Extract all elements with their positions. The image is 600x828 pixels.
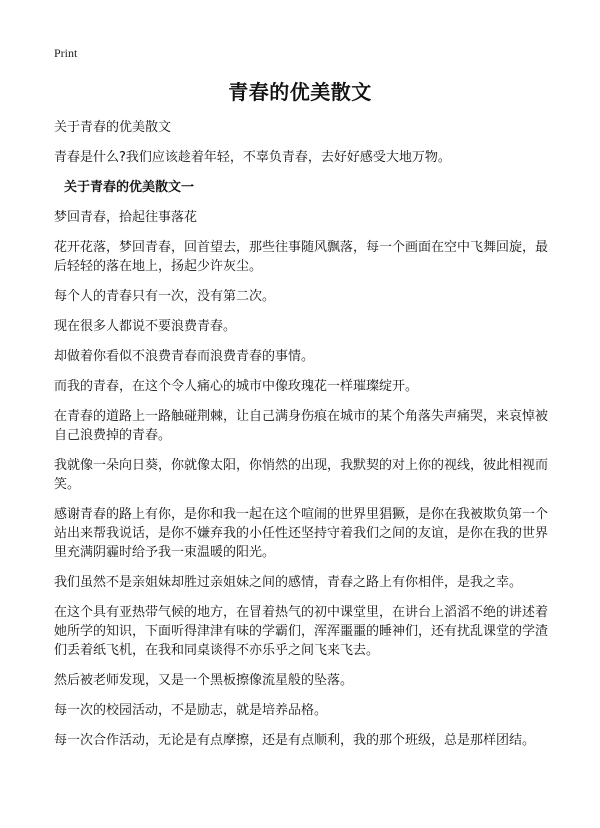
article-paragraph: 青春是什么?我们应该趁着年轻，不辜负青春，去好好感受大地万物。 [54, 150, 451, 165]
article-paragraph: 感谢青春的路上有你，是你和我一起在这个喧闹的世界里猖獗，是你在我被欺负第一个站出来帮我说话，是你不嫌弃我的小任性还坚持守着我们之间的友谊，是你在我的世界里充满阴霾时给予我一束温暖的阳光。 [54, 507, 549, 560]
print-link[interactable]: Print [54, 46, 78, 60]
article-paragraph: 而我的青春，在这个令人痛心的城市中像玫瑰花一样璀璨绽开。 [54, 379, 419, 394]
article-paragraph: 在青春的道路上一路触碰荆棘，让自己满身伤痕在城市的某个角落失声痛哭，来哀悼被自己浪费掉的青春。 [54, 409, 549, 443]
article-paragraph: 每一次合作活动，无论是有点摩擦，还是有点顺利，我的那个班级，总是那样团结。 [54, 733, 536, 748]
article-paragraph: 花开花落，梦回青春，回首望去，那些往事随风飘落，每一个画面在空中飞舞回旋，最后轻轻的落在地上，扬起少许灰尘。 [54, 240, 549, 274]
section-heading: 关于青春的优美散文一 [64, 180, 195, 195]
article-paragraph: 每个人的青春只有一次，没有第二次。 [54, 289, 276, 304]
article-paragraph: 然后被老师发现，又是一个黑板擦像流星般的坠落。 [54, 673, 354, 688]
article-paragraph: 每一次的校园活动，不是励志，就是培养品格。 [54, 703, 328, 718]
article-paragraph: 我就像一朵向日葵，你就像太阳，你悄然的出现，我默契的对上你的视线，彼此相视而笑。 [54, 458, 549, 492]
article-paragraph: 关于青春的优美散文 [54, 120, 172, 135]
article-paragraph: 现在很多人都说不要浪费青春。 [54, 319, 237, 334]
article-paragraph: 我们虽然不是亲姐妹却胜过亲姐妹之间的感情，青春之路上有你相伴，是我之幸。 [54, 575, 523, 590]
article-paragraph: 在这个具有亚热带气候的地方，在冒着热气的初中课堂里，在讲台上滔滔不绝的讲述着她所学的知识，下面听得津津有味的学霸们，浑浑噩噩的睡神们，还有扰乱课堂的学渣们丢着纸飞机，在我和同桌谈得不亦乐乎之间飞来飞去。 [54, 605, 549, 658]
article-paragraph: 却做着你看似不浪费青春而浪费青春的事情。 [54, 349, 315, 364]
article-body [54, 118, 556, 761]
article-paragraph: 梦回青春，拾起往事落花 [54, 210, 198, 225]
page-title: 青春的优美散文 [228, 80, 372, 104]
